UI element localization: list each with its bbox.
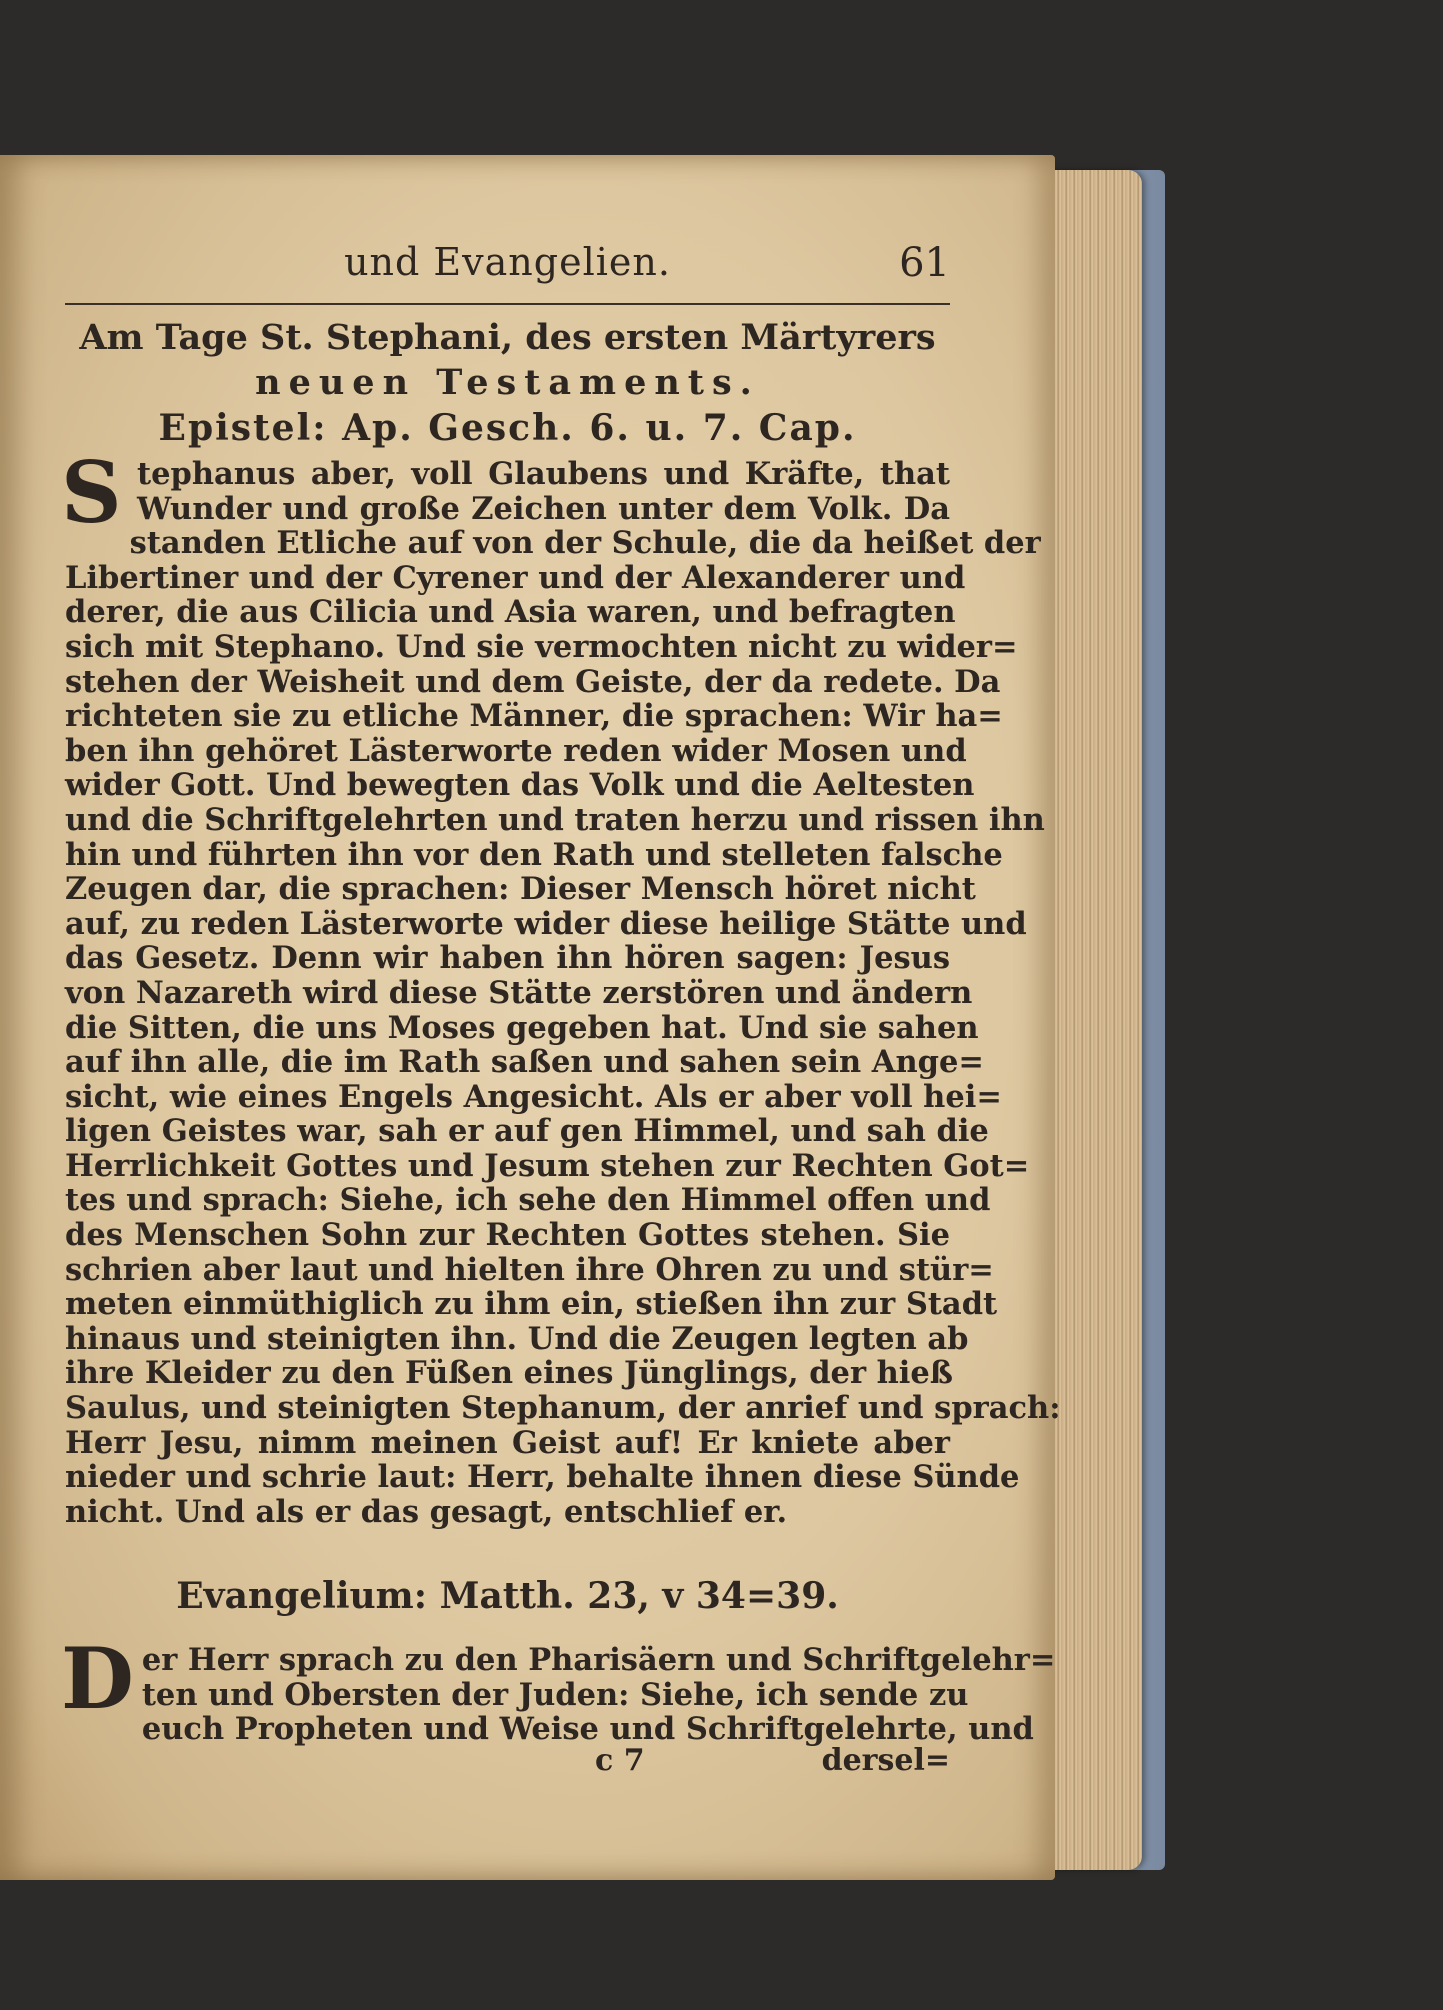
text-line: standen Etliche auf von der Schule, die da heißet der [129,525,1041,562]
feast-title-line-2: neuen Testaments. [255,362,760,403]
catchword: dersel= [821,1743,950,1778]
text-line: tes und sprach: Siehe, ich sehe den Himmel offen und [65,1182,991,1219]
text-line: hinaus und steinigten ihn. Und die Zeugen legten ab [65,1320,969,1357]
page-footer [65,1743,950,1783]
text-line: das Gesetz. Denn wir haben ihn hören sagen: Jesus [65,940,950,977]
text-line: er Herr sprach zu den Pharisäern und Schriftgelehr= [141,1642,1056,1678]
text-line: richteten sie zu etliche Männer, die sprachen: Wir ha= [65,698,1003,735]
text-line: ten und Obersten der Juden: Siehe, ich sende zu [141,1676,969,1713]
text-line: ihre Kleider zu den Füßen eines Jünglings, der hieß [65,1355,953,1392]
text-line: hin und führten ihn vor den Rath und stelleten falsche [65,836,1003,873]
text-line: schrien aber laut und hielten ihre Ohren zu und stür= [65,1251,994,1288]
epistle-text [61,443,1061,1530]
text-line: Zeugen dar, die sprachen: Dieser Mensch höret nicht [65,871,976,908]
text-line: stehen der Weisheit und dem Geiste, der da redete. Da [65,663,1001,700]
text-line: ligen Geistes war, sah er auf gen Himmel, und sah die [65,1113,989,1150]
text-line: und die Schriftgelehrten und traten herzu und rissen ihn [65,801,1045,838]
text-line: von Nazareth wird diese Stätte zerstören und ändern [65,974,973,1011]
gospel-dropcap: D [61,1629,134,1728]
running-title: und Evangelien. [344,240,671,284]
feast-title [65,315,950,405]
text-line: Herr Jesu, nimm meinen Geist auf! Er kniete aber [65,1424,950,1461]
epistle-heading: Epistel: Ap. Gesch. 6. u. 7. Cap. [158,407,857,449]
epistle-dropcap: S [61,443,122,542]
text-line: ben ihn gehöret Lästerworte reden wider Mosen und [65,732,967,769]
text-line: tephanus aber, voll Glaubens und Kräfte, that [137,456,950,492]
text-line: nicht. Und als er das gesagt, entschlief er. [65,1493,788,1530]
text-line: auf, zu reden Lästerworte wider diese heilige Stätte und [65,905,1027,942]
text-line: nieder und schrie laut: Herr, behalte ihnen diese Sünde [65,1459,1020,1496]
page-number: 61 [899,240,950,286]
book-page [0,155,1061,1880]
feast-title-line-1: Am Tage St. Stephani, des ersten Märtyrers [79,317,936,358]
text-line: Wunder und große Zeichen unter dem Volk. Da [137,490,950,527]
page-content [61,155,1061,1880]
text-line: auf ihn alle, die im Rath saßen und sahen sein Ange= [65,1044,984,1081]
running-head [65,240,950,300]
text-line: Saulus, und steinigten Stephanum, der anrief und sprach: [65,1390,1061,1427]
text-line: sich mit Stephano. Und sie vermochten nicht zu wider= [65,628,1018,665]
text-line: Libertiner und der Cyrener und der Alexanderer und [65,559,966,596]
text-line: sicht, wie eines Engels Angesicht. Als er aber voll hei= [65,1078,1002,1115]
text-line: wider Gott. Und bewegten das Volk und die Aeltesten [65,767,975,804]
gospel-heading: Evangelium: Matth. 23, v 34=39. [176,1575,839,1617]
text-line: derer, die aus Cilicia und Asia waren, und befragten [65,594,956,631]
text-line: die Sitten, die uns Moses gegeben hat. Und sie sahen [65,1009,979,1046]
signature-mark: c 7 [595,1743,645,1778]
text-line: Herrlichkeit Gottes und Jesum stehen zur Rechten Got= [65,1147,1030,1184]
gospel-text [61,1629,1056,1748]
text-line: euch Propheten und Weise und Schriftgelehrte, und [141,1711,1034,1748]
text-line: meten einmüthiglich zu ihm ein, stießen ihn zur Stadt [65,1286,998,1323]
text-line: des Menschen Sohn zur Rechten Gottes stehen. Sie [65,1217,950,1254]
header-rule [65,303,950,305]
